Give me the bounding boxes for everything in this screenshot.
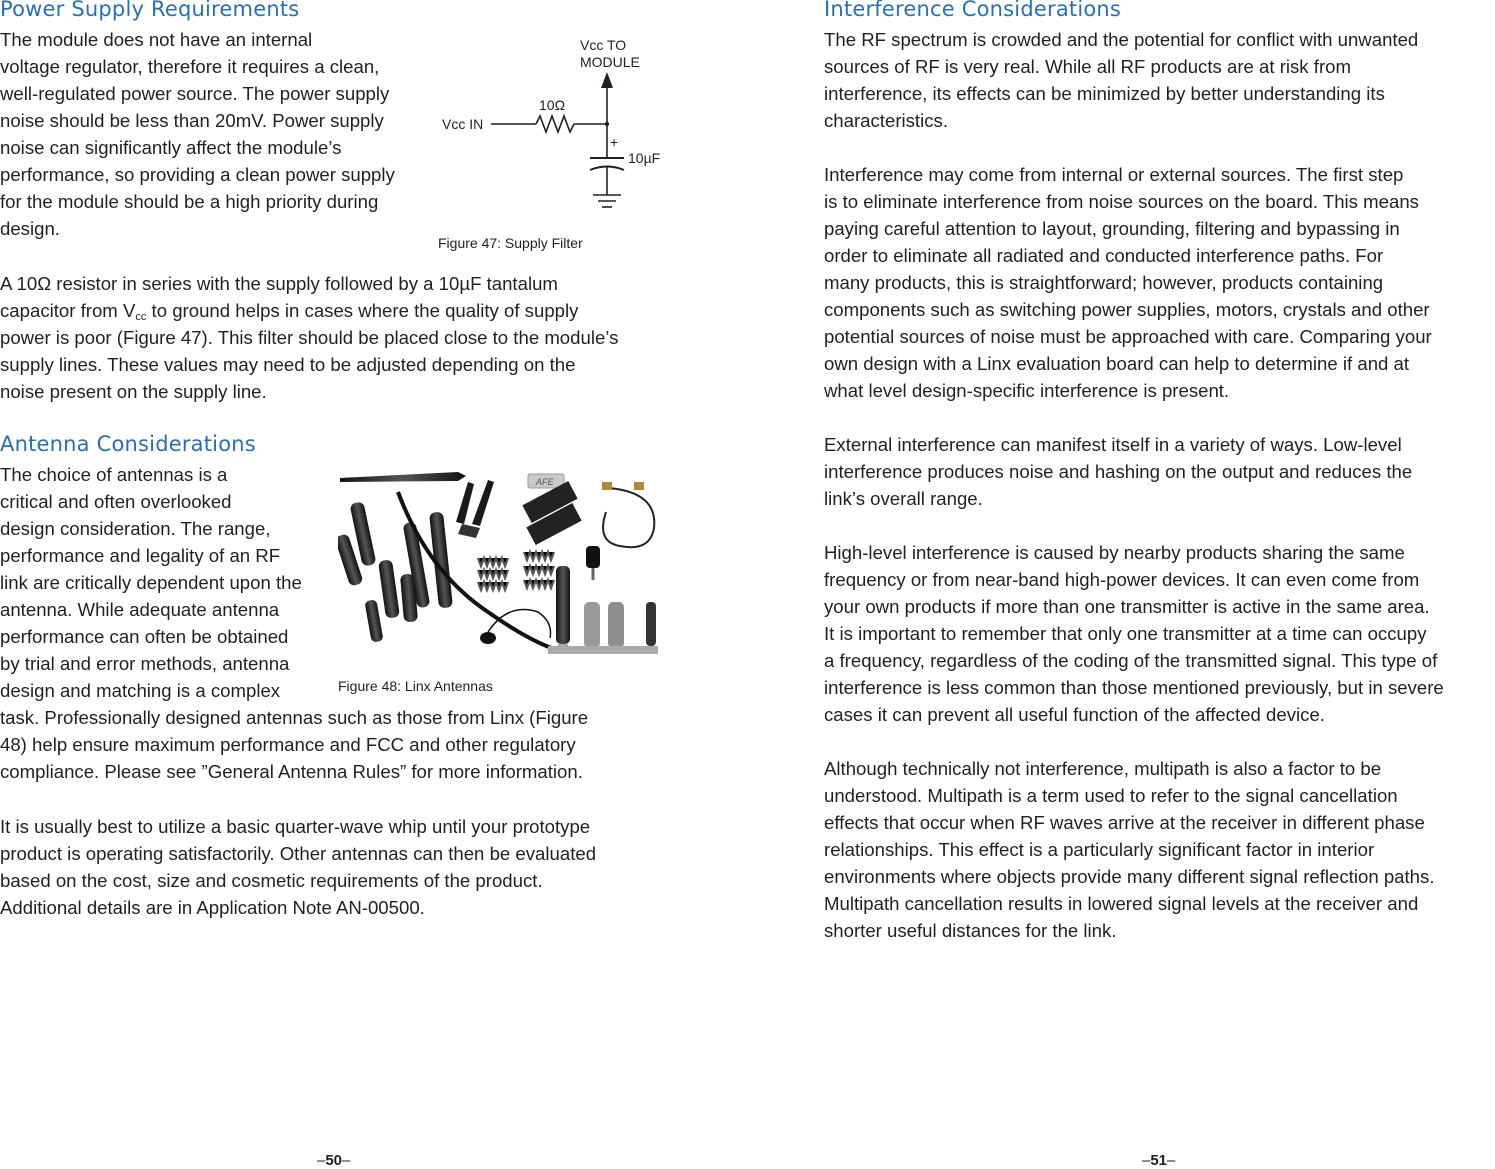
page-number-right: –51– [1142,1152,1176,1169]
power-supply-intro [0,26,440,242]
text-line: by trial and error methods, antenna [0,653,290,674]
small-stub-antenna [586,546,600,568]
page-number-left: –50– [317,1152,351,1169]
antenna-heading: Antenna Considerations [0,432,256,456]
dual-blade-antenna [456,480,494,526]
plus-label: + [610,134,619,150]
small-black-antenna [646,602,656,646]
power-supply-heading: Power Supply Requirements [0,0,300,21]
text-line: performance, so providing a clean power supply [0,164,395,185]
text-line: design consideration. The range, [0,518,271,539]
text-line: The module does not have an internal [0,29,313,50]
connectors-row [548,646,658,654]
module-label: MODULE [580,54,640,70]
rubber-duck-antenna [556,566,570,644]
antenna-continued [0,704,700,785]
text-line: voltage regulator, therefore it requires a clean, [0,56,380,77]
capacitor-label: 10µF [628,150,661,166]
text-line: compliance. Please see ”General Antenna Rules” for more information. [0,761,583,782]
resistor-symbol [536,116,574,132]
right-page [824,0,1495,1167]
antenna-base [458,524,480,538]
antenna-intro [0,461,335,704]
text-line: The choice of antennas is a [0,464,228,485]
text-line: noise should be less than 20mV. Power supply [0,110,384,131]
figure-48-caption: Figure 48: Linx Antennas [338,678,493,694]
text-line: antenna. While adequate antenna [0,599,280,620]
text-line: noise present on the supply line. [0,381,267,402]
text-line: product is operating satisfactorily. Other antennas can then be evaluated [0,843,597,864]
text-line: supply lines. These values may need to be adjusted depending on the [0,354,576,375]
figure-47-caption: Figure 47: Supply Filter [438,235,583,251]
gps-puck-antenna [480,632,496,644]
text-line: power is poor (Figure 47). This filter should be placed close to the module’s [0,327,619,348]
text-line: It is usually best to utilize a basic quarter-wave whip until your prototype [0,816,591,837]
text-line: design. [0,218,60,239]
interference-heading: Interference Considerations [824,0,1122,21]
paragraph: Interference may come from internal or external sources. The first step is to eliminate interference from noise sources on the board. This means paying careful attention to layout, grounding, filtering and bypassing in order to eliminate all radiated and conducted interference paths. For many products, this is straightforward; however, products containing components such as switching power supplies, motors, crystals and other potential sources of noise must be approached with care. Comparing your own design with a Linx evaluation board can help to determine if and at what level design-specific interference is present. [824,164,1432,401]
whip-paragraph [0,813,700,921]
arrow-up-icon [601,72,613,88]
vcc-in-label: Vcc IN [442,116,484,132]
u-fl-cable [603,488,654,547]
filter-paragraph [0,270,700,405]
long-whip-antenna [340,472,466,482]
u-fl-connector [602,482,612,490]
text-line: task. Professionally designed antennas such as those from Linx (Figure [0,707,589,728]
interference-body [824,26,1495,944]
afe-label: AFE [536,477,554,487]
vcc-to-label: Vcc TO [580,37,627,53]
paragraph: The RF spectrum is crowded and the potential for conflict with unwanted sources of RF is very real. While all RF products are at risk from interference, its effects can be minimized by better understanding its characteristics. [824,29,1419,131]
supply-filter-schematic [436,30,686,220]
text-line: link are critically dependent upon the [0,572,302,593]
text-line: design and matching is a complex [0,680,281,701]
text-line: performance can often be obtained [0,626,289,647]
antenna [378,559,400,618]
antenna [364,599,383,642]
junction-dot [605,122,609,126]
text-line: well-regulated power source. The power supply [0,83,390,104]
paragraph: High-level interference is caused by nearby products sharing the same frequency or from near-band high-power devices. It can even come from your own products if more than one transmitter is active in the same area. It is important to remember that only one transmitter at a time can occupy a frequency, regardless of the coding of the transmitted signal. This type of interference is less common than those mentioned previously, but in severe cases it can prevent all useful function of the affected device. [824,542,1444,725]
text-line: A 10Ω resistor in series with the supply followed by a 10µF tantalum [0,273,558,294]
linx-antennas-photo [338,462,668,658]
text-line: critical and often overlooked [0,491,232,512]
text-line: noise can significantly affect the module’s [0,137,342,158]
u-fl-connector [634,482,644,490]
left-page [0,0,700,1167]
resistor-label: 10Ω [539,97,566,113]
text-line: for the module should be a high priority during [0,191,379,212]
grey-antenna [608,602,624,648]
text-line: based on the cost, size and cosmetic requirements of the product. [0,870,543,891]
grey-antenna [584,602,600,648]
helical-antennas [478,552,554,590]
paragraph: Although technically not interference, multipath is also a factor to be understood. Multipath is a term used to refer to the signal cancellation effects that occur when RF waves arrive at the receiver in different phase relationships. This effect is a particularly significant factor in interior environments where objects provide many different signal reflection paths. Multipath cancellation results in lowered signal levels at the receiver and shorter useful distances for the link. [824,758,1435,941]
text-line: Additional details are in Application Note AN-00500. [0,897,425,918]
paragraph: External interference can manifest itself in a variety of ways. Low-level interference produces noise and hashing on the output and reduces the link’s overall range. [824,434,1413,509]
text-line: 48) help ensure maximum performance and FCC and other regulatory [0,734,576,755]
text-line: performance and legality of an RF [0,545,281,566]
text-line: capacitor from $V_{cc}$ to ground helps in cases where the quality of supply [0,300,579,323]
